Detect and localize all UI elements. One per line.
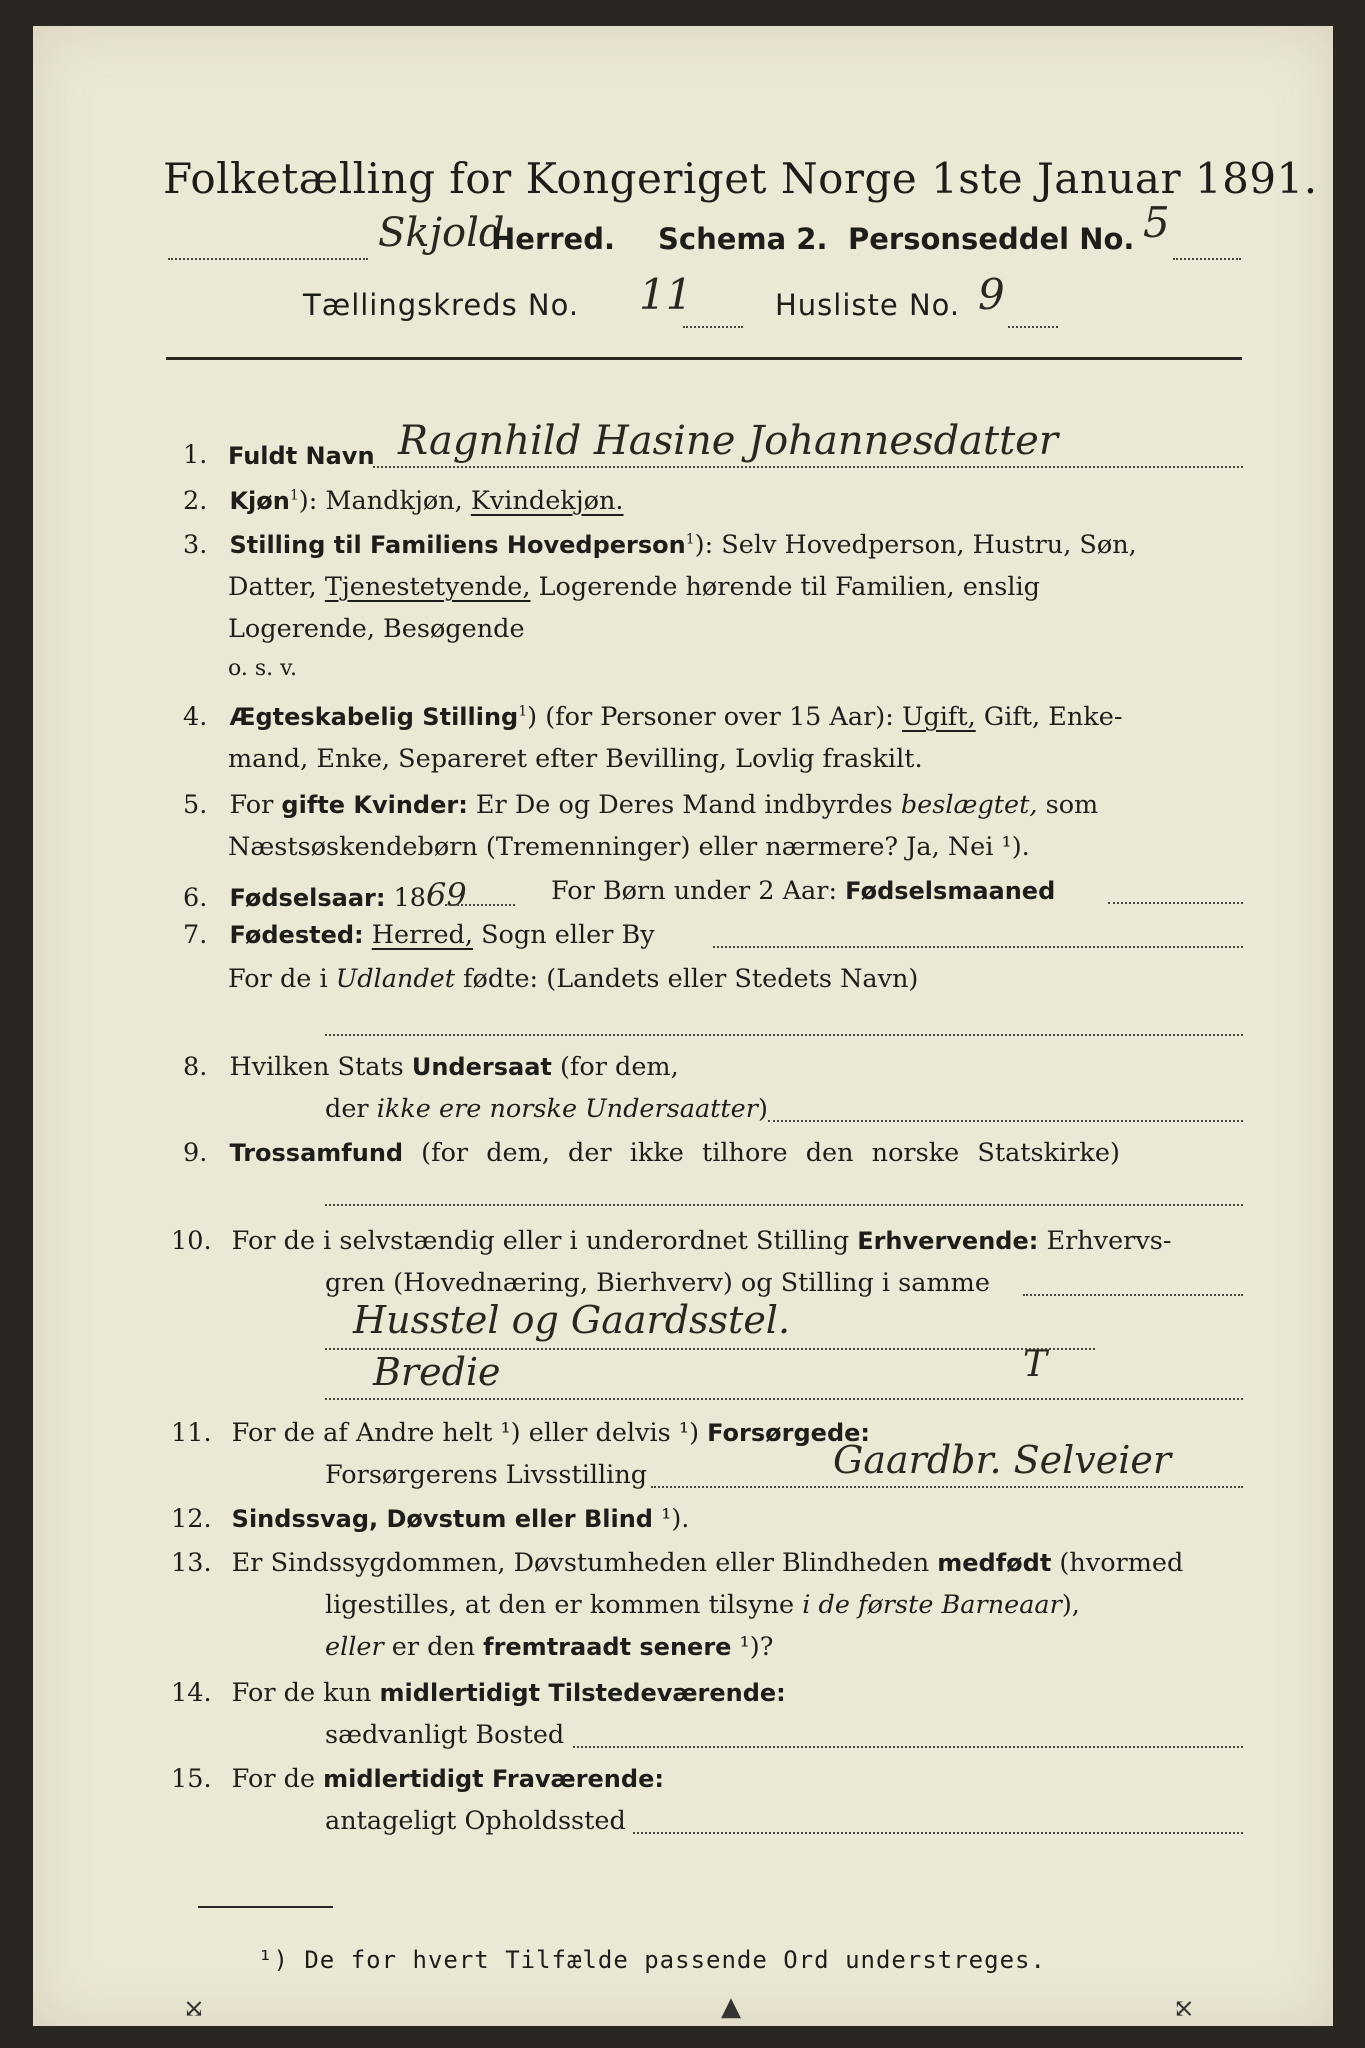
q3-row: 3. Stilling til Familiens Hovedperson$^1$): Selv Hovedperson, Hustru, Søn, bbox=[183, 530, 1137, 560]
q1-label: Fuldt Navn bbox=[228, 442, 375, 470]
q8-line2: der ikke ere norske Undersaatter) bbox=[325, 1094, 768, 1124]
q2-row: 2. Kjøn$^1$): Mandkjøn, Kvindekjøn. bbox=[183, 486, 624, 516]
kreds-label: Tællingskreds No. bbox=[303, 288, 580, 322]
q13-line2: ligestilles, at den er kommen tilsyne i de første Barneaar), bbox=[325, 1590, 1080, 1620]
q1-number: 1. bbox=[183, 440, 208, 470]
kreds-dotted-line bbox=[683, 326, 743, 328]
personseddel-label: Personseddel No. bbox=[848, 222, 1135, 256]
q5-line2: Næstsøskendebørn (Tremenninger) eller nærmere? Ja, Nei ¹). bbox=[228, 832, 1030, 862]
personseddel-value: 5 bbox=[1143, 198, 1170, 247]
q9-dotted-line bbox=[325, 1204, 1243, 1206]
husliste-value: 9 bbox=[978, 270, 1005, 319]
q12-row: 12. Sindssvag, Døvstum eller Blind ¹). bbox=[171, 1504, 690, 1534]
q10-line2: gren (Hovednæring, Bierhverv) og Stilling i samme bbox=[325, 1268, 990, 1298]
herred-dotted-line bbox=[168, 258, 368, 260]
form-title: Folketælling for Kongeriget Norge 1ste Januar 1891. bbox=[163, 154, 1318, 203]
header-divider bbox=[166, 357, 1242, 360]
footnote: ¹) De for hvert Tilfælde passende Ord understreges. bbox=[258, 1946, 1046, 1974]
q10-answer-2: Bredie bbox=[373, 1350, 501, 1394]
registration-mark-left: ⤩ bbox=[183, 1994, 205, 2024]
herred-label: Herred. bbox=[491, 222, 615, 256]
q7-dotted-line bbox=[713, 946, 1243, 948]
kreds-value: 11 bbox=[639, 270, 693, 319]
q11-dotted-line bbox=[651, 1486, 1243, 1488]
q6-second: For Børn under 2 Aar: Fødselsmaaned bbox=[551, 876, 1056, 906]
q10-row: 10. For de i selvstændig eller i underordnet Stilling Erhvervende: Erhvervs- bbox=[171, 1226, 1172, 1256]
q3-line3: Logerende, Besøgende bbox=[228, 614, 525, 644]
q15-row: 15. For de midlertidigt Fraværende: bbox=[171, 1764, 664, 1794]
husliste-label: Husliste No. bbox=[775, 288, 961, 322]
q15-line2: antageligt Opholdssted bbox=[325, 1806, 626, 1836]
q6-dotted-line bbox=[1108, 902, 1243, 904]
registration-mark-right: ⤪ bbox=[1173, 1994, 1195, 2024]
q14-line2: sædvanligt Bosted bbox=[325, 1720, 565, 1750]
q7-line2: For de i Udlandet fødte: (Landets eller Stedets Navn) bbox=[228, 964, 919, 994]
q1-answer: Ragnhild Hasine Johannesdatter bbox=[398, 418, 1058, 464]
schema-label: Schema 2. bbox=[658, 222, 828, 256]
q8-row: 8. Hvilken Stats Undersaat (for dem, bbox=[183, 1052, 679, 1082]
personseddel-dotted-line bbox=[1173, 258, 1241, 260]
census-form-page bbox=[33, 26, 1333, 2026]
q7-row: 7. Fødested: Herred, Sogn eller By bbox=[183, 920, 655, 950]
q4-row: 4. Ægteskabelig Stilling$^1$) (for Personer over 15 Aar): Ugift, Gift, Enke- bbox=[183, 702, 1123, 732]
husliste-dotted-line bbox=[1008, 326, 1058, 328]
q10-answer-1: Husstel og Gaardsstel. bbox=[353, 1298, 791, 1342]
q10-answer-line-2 bbox=[325, 1398, 1243, 1400]
q3-line4: o. s. v. bbox=[228, 656, 297, 681]
q13-line3: eller er den fremtraadt senere ¹)? bbox=[325, 1632, 774, 1662]
q3-line2: Datter, Tjenestetyende, Logerende hørende til Familien, enslig bbox=[228, 572, 1040, 602]
q15-dotted-line bbox=[633, 1832, 1243, 1834]
herred-value: Skjold bbox=[378, 210, 505, 256]
q14-row: 14. For de kun midlertidigt Tilstedeværende: bbox=[171, 1678, 786, 1708]
q5-row: 5. For gifte Kvinder: Er De og Deres Mand indbyrdes beslægtet, som bbox=[183, 790, 1099, 820]
q1-dotted-line bbox=[373, 466, 1243, 468]
q11-row: 11. For de af Andre helt ¹) eller delvis ¹) Forsørgede: bbox=[171, 1418, 870, 1448]
q10-margin-mark: T bbox=[1023, 1344, 1048, 1385]
q9-row: 9. Trossamfund (for dem, der ikke tilhore den norske Statskirke) bbox=[183, 1138, 1120, 1168]
q4-line2: mand, Enke, Separeret efter Bevilling, Lovlig fraskilt. bbox=[228, 744, 923, 774]
q6-row: 6. Fødselsaar: 1869 bbox=[183, 876, 467, 914]
footnote-rule bbox=[198, 1906, 333, 1908]
q11-answer: Gaardbr. Selveier bbox=[833, 1438, 1172, 1482]
q7-dotted-line-2 bbox=[325, 1034, 1243, 1036]
q13-row: 13. Er Sindssygdommen, Døvstumheden eller Blindheden medfødt (hvormed bbox=[171, 1548, 1184, 1578]
q14-dotted-line bbox=[573, 1746, 1243, 1748]
q11-line2: Forsørgerens Livsstilling bbox=[325, 1460, 648, 1490]
registration-mark-center: ▲ bbox=[721, 1992, 741, 2022]
q6-year-dots bbox=[445, 904, 515, 906]
q8-dotted-line bbox=[768, 1120, 1243, 1122]
q10-dotted-line bbox=[1023, 1294, 1243, 1296]
